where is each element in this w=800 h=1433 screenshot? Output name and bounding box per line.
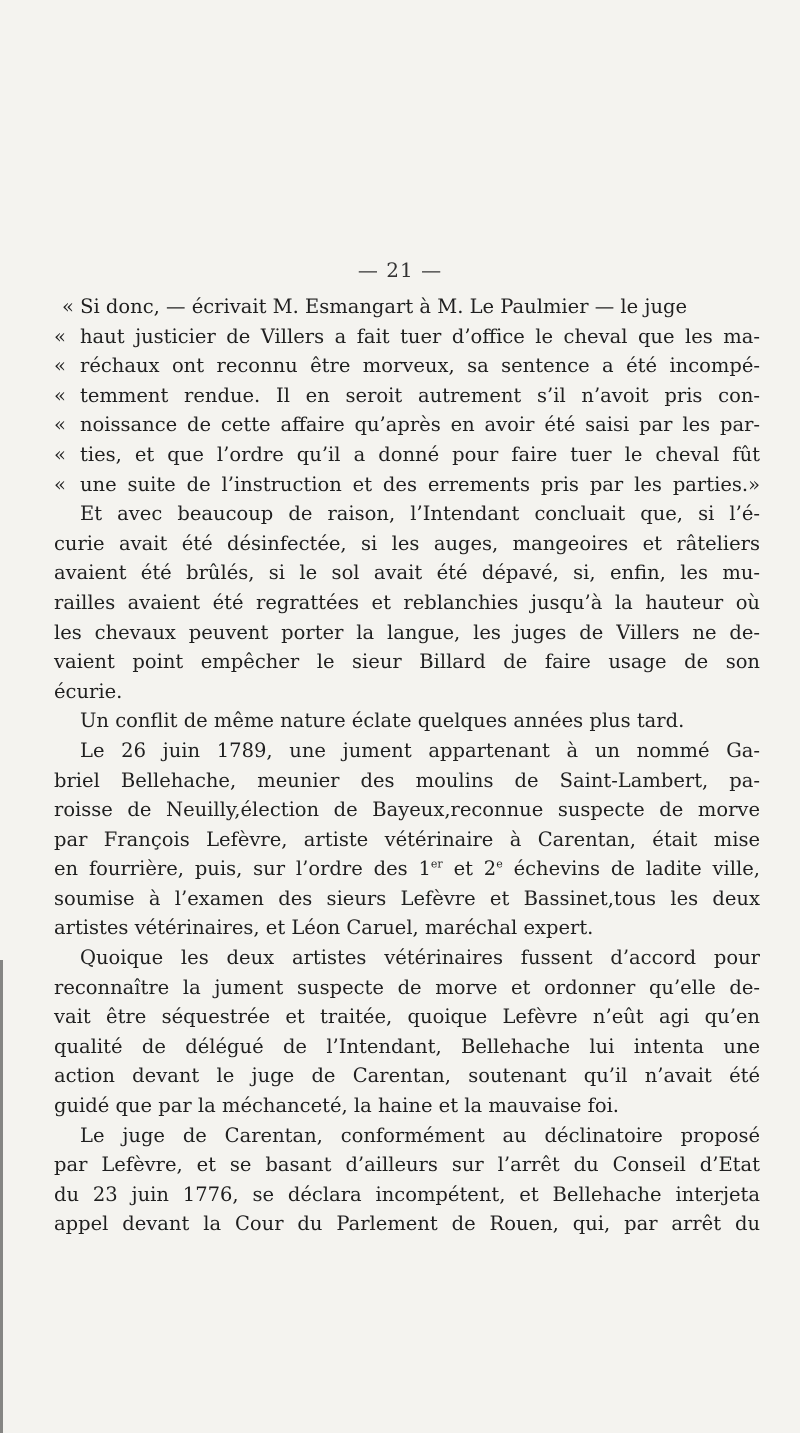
text-line: Un conflit de même nature éclate quelques années plus tard. <box>80 709 685 733</box>
text-line: en fourrière, puis, sur l’ordre des 1er et 2e échevins de ladite ville, <box>54 857 761 881</box>
page-edge-shadow <box>0 960 3 1433</box>
text-line: artistes vétérinaires, et Léon Caruel, maréchal expert. <box>54 916 594 940</box>
text-line: les chevaux peuvent porter la langue, les juges de Villers ne de- <box>54 620 760 644</box>
text-line: « ties, et que l’ordre qu’il a donné pour faire tuer le cheval fût <box>54 440 760 470</box>
text-line: « temment rendue. Il en seroit autrement s’il n’avoit pris con- <box>54 381 760 411</box>
quote-mark: « <box>54 324 66 348</box>
text-line: par Lefèvre, et se basant d’ailleurs sur l’arrêt du Conseil d’Etat <box>54 1153 760 1177</box>
text-line: écurie. <box>54 679 123 703</box>
body-text <box>54 292 760 1239</box>
text-line: avaient été brûlés, si le sol avait été dépavé, si, enfin, les mu- <box>54 561 760 585</box>
text-line: « une suite de l’instruction et des errements pris par les parties.» <box>54 470 760 500</box>
text-line: « Si donc, — écrivait M. Esmangart à M. Le Paulmier — le juge <box>62 295 688 318</box>
text-line: Le juge de Carentan, conformément au déclinatoire proposé <box>80 1123 760 1147</box>
text-line: soumise à l’examen des sieurs Lefèvre et Bassinet,tous les deux <box>54 886 760 910</box>
text-line: action devant le juge de Carentan, soutenant qu’il n’avait été <box>54 1064 760 1088</box>
text-line: Et avec beaucoup de raison, l’Intendant concluait que, si l’é- <box>80 502 760 526</box>
text-line: railles avaient été regrattées et reblanchies jusqu’à la hauteur où <box>54 590 760 614</box>
text-line: vaient point empêcher le sieur Billard de faire usage de son <box>54 650 760 674</box>
text-line: du 23 juin 1776, se déclara incompétent, et Bellehache interjeta <box>54 1182 760 1206</box>
text-line: par François Lefèvre, artiste vétérinaire à Carentan, était mise <box>54 827 760 851</box>
text-line: briel Bellehache, meunier des moulins de Saint-Lambert, pa- <box>54 768 760 792</box>
quote-mark: « <box>54 354 66 378</box>
quote-mark: « <box>54 472 66 496</box>
text-line: qualité de délégué de l’Intendant, Bellehache lui intenta une <box>54 1034 760 1058</box>
text-line: roisse de Neuilly,élection de Bayeux,reconnue suspecte de morve <box>54 798 760 822</box>
quote-mark: « <box>54 383 66 407</box>
quote-mark: « <box>54 413 66 437</box>
text-line: « haut justicier de Villers a fait tuer d’office le cheval que les ma- <box>54 322 760 352</box>
text-line: « réchaux ont reconnu être morveux, sa sentence a été incompé- <box>54 351 760 381</box>
quote-mark: « <box>54 442 66 466</box>
text-line: « noissance de cette affaire qu’après en avoir été saisi par les par- <box>54 410 760 440</box>
text-line: Le 26 juin 1789, une jument appartenant à un nommé Ga- <box>80 738 760 762</box>
text-line: appel devant la Cour du Parlement de Rouen, qui, par arrêt du <box>54 1212 760 1236</box>
text-line: Quoique les deux artistes vétérinaires fussent d’accord pour <box>80 946 760 970</box>
page-number: — 21 — <box>357 258 443 282</box>
text-line: vait être séquestrée et traitée, quoique Lefèvre n’eût agi qu’en <box>54 1005 760 1029</box>
text-line: guidé que par la méchanceté, la haine et la mauvaise foi. <box>54 1094 620 1118</box>
text-line: reconnaître la jument suspecte de morve et ordonner qu’elle de- <box>54 975 760 999</box>
text-line: curie avait été désinfectée, si les auges, mangeoires et râteliers <box>54 531 760 555</box>
